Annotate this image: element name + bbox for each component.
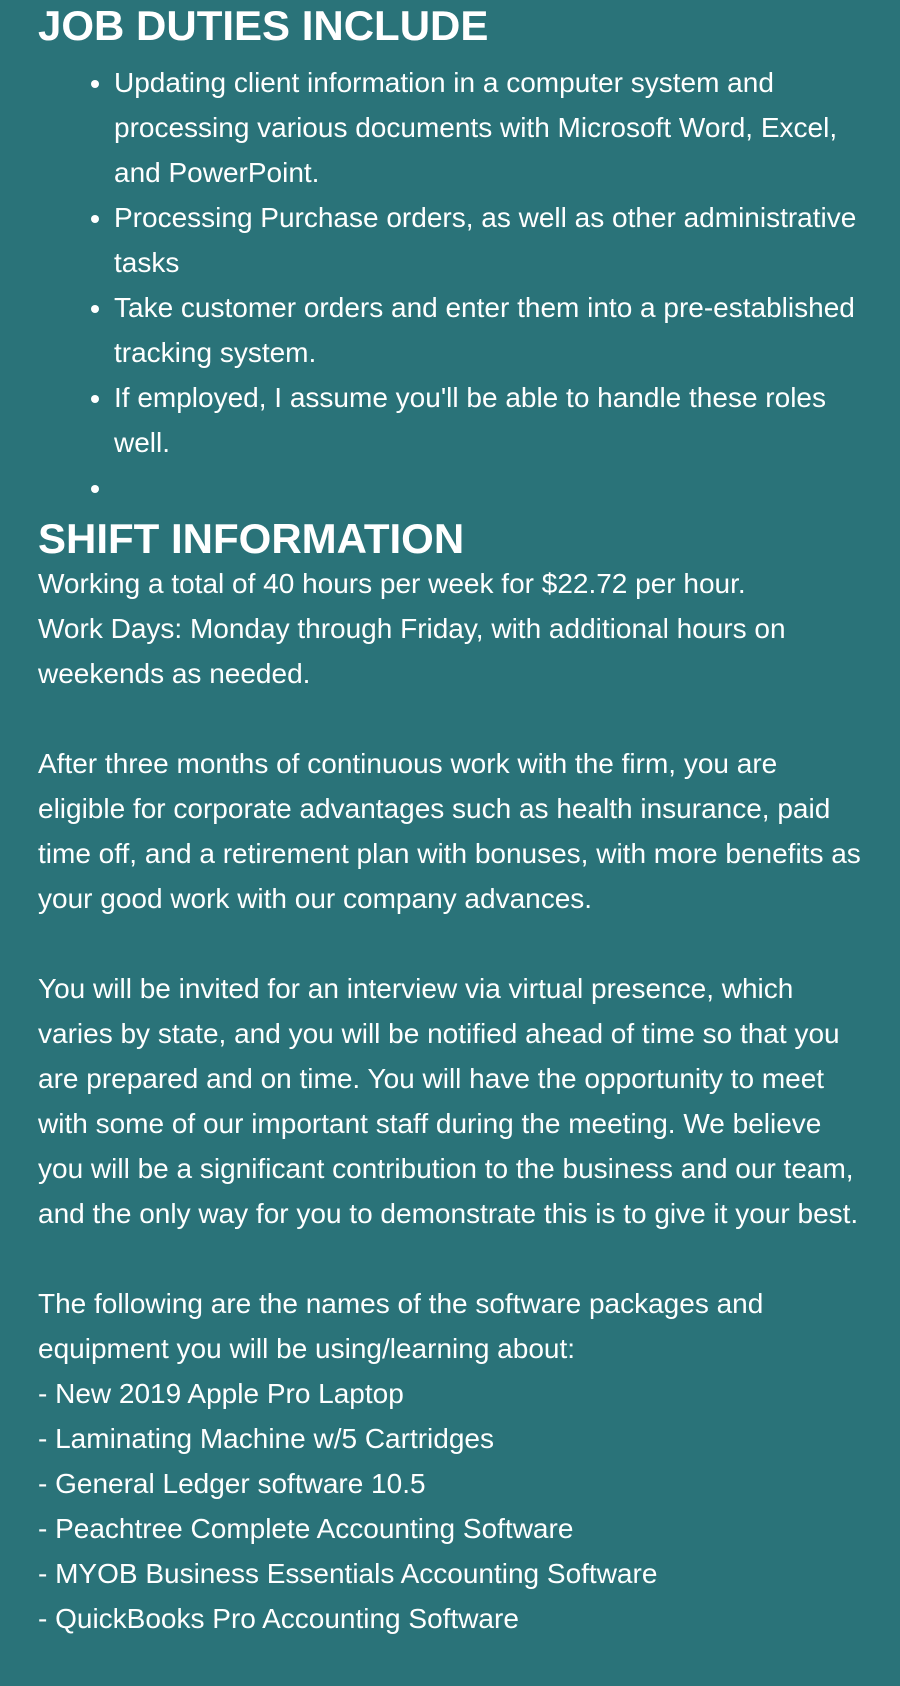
shift-information-section (38, 516, 862, 1641)
job-duties-list (38, 60, 862, 510)
equipment-item: - General Ledger software 10.5 (38, 1468, 426, 1499)
work-days-text: Work Days: Monday through Friday, with additional hours on weekends as needed. (38, 613, 786, 689)
paragraph-spacer (38, 1236, 862, 1281)
duty-item-empty (114, 465, 862, 510)
equipment-item: - Peachtree Complete Accounting Software (38, 1513, 574, 1544)
equipment-item: - MYOB Business Essentials Accounting Software (38, 1558, 658, 1589)
job-duties-heading: JOB DUTIES INCLUDE (38, 2, 489, 49)
equipment-item: - Laminating Machine w/5 Cartridges (38, 1423, 494, 1454)
benefits-paragraph: After three months of continuous work with the firm, you are eligible for corporate advantages such as health insurance, paid time off, and a retirement plan with bonuses, with more benefits as your good work with our company advances. (38, 748, 861, 914)
equipment-item: - New 2019 Apple Pro Laptop (38, 1378, 404, 1409)
hours-pay-text: Working a total of 40 hours per week for $22.72 per hour. (38, 568, 746, 599)
paragraph-spacer (38, 696, 862, 741)
duty-item: • Take customer orders and enter them into a pre-established tracking system. (114, 285, 862, 375)
paragraph-spacer (38, 921, 862, 966)
equipment-intro: The following are the names of the software packages and equipment you will be using/learning about: (38, 1288, 764, 1364)
equipment-list (38, 1371, 862, 1641)
duty-item: • Processing Purchase orders, as well as other administrative tasks (114, 195, 862, 285)
equipment-item: - QuickBooks Pro Accounting Software (38, 1603, 519, 1634)
interview-paragraph: You will be invited for an interview via virtual presence, which varies by state, and you will be notified ahead of time so that you are prepared and on time. You will have the opportunity to meet with some of our important staff during the meeting. We believe you will be a significant contribution to the business and our team, and the only way for you to demonstrate this is to give it your best. (38, 973, 859, 1229)
shift-information-heading: SHIFT INFORMATION (38, 515, 465, 562)
job-duties-section (38, 0, 862, 510)
duty-item: • If employed, I assume you'll be able to handle these roles well. (114, 375, 862, 465)
duty-item: • Updating client information in a computer system and processing various documents with Microsoft Word, Excel, and PowerPoint. (114, 60, 862, 195)
